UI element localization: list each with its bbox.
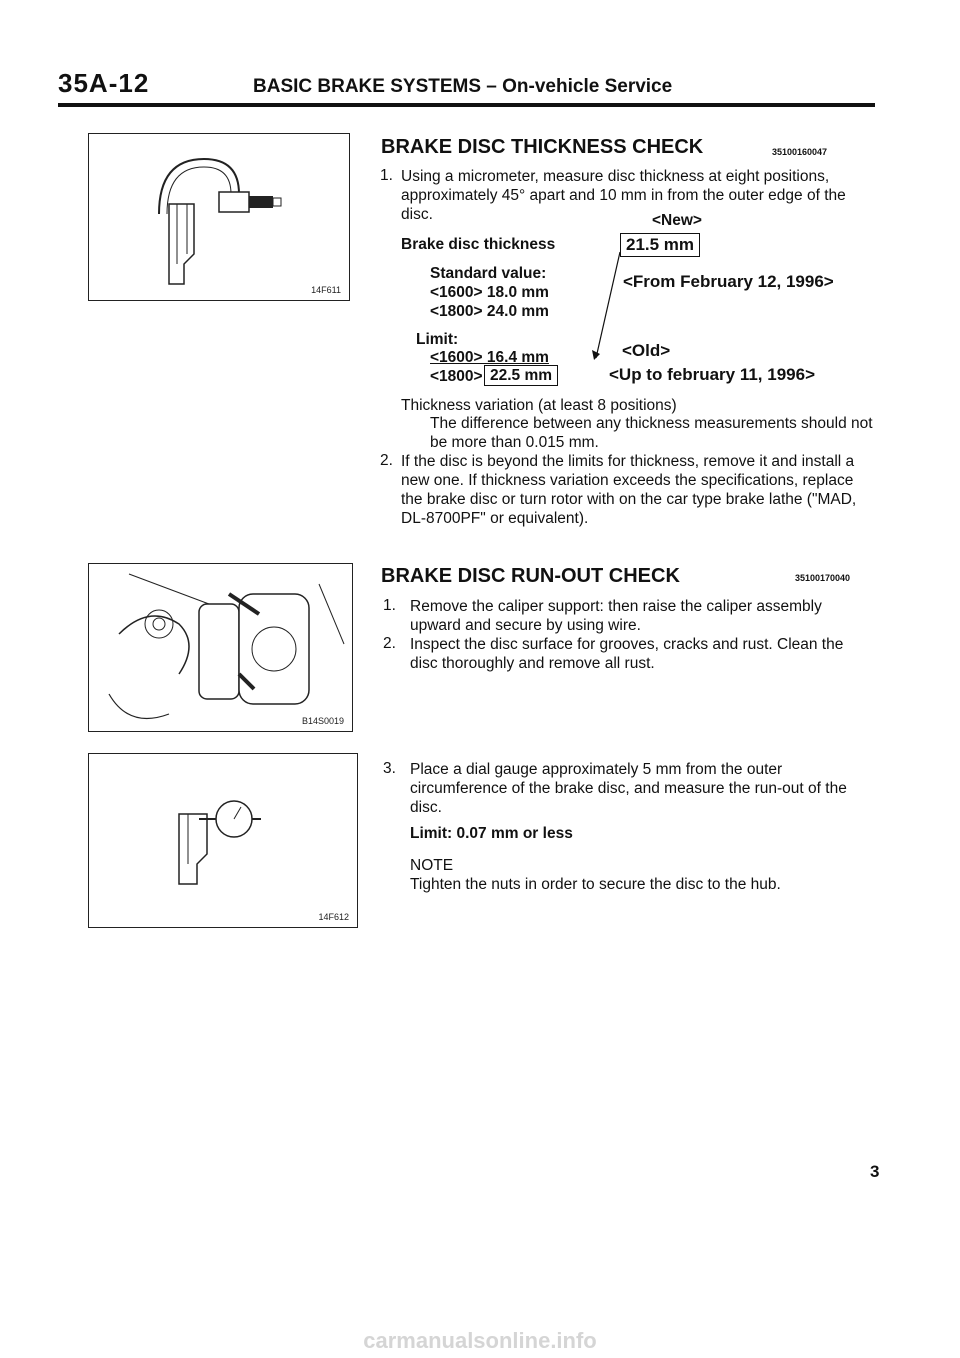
figure-code: 14F611	[311, 285, 341, 295]
old-date: <Up to february 11, 1996>	[609, 365, 815, 384]
runout-step3: Place a dial gauge approximately 5 mm from the outer circumference of the brake disc, and measure the run-out of the disc.	[410, 761, 847, 816]
thickness-step1: Using a micrometer, measure disc thickness at eight positions, approximately 45° apart and 10 mm in from the outer edge of the disc.	[401, 168, 846, 223]
figure-dial-gauge	[88, 753, 358, 928]
figure-code: B14S0019	[301, 716, 344, 726]
standard-1600: <1600> 18.0 mm	[430, 284, 549, 301]
limit-label: Limit:	[416, 331, 459, 348]
page-number: 3	[870, 1162, 880, 1181]
limit-1800-prefix: <1800>	[430, 368, 483, 385]
figure-code: 14F612	[318, 912, 349, 922]
step-number: 1.	[383, 597, 396, 614]
variation-text: The difference between any thickness measurements should not be more than 0.015 mm.	[430, 415, 873, 451]
runout-step2: Inspect the disc surface for grooves, cracks and rust. Clean the disc thoroughly and remove all rust.	[410, 636, 844, 672]
new-date: <From February 12, 1996>	[623, 272, 834, 291]
step-number: 2.	[380, 452, 393, 469]
page-title: BASIC BRAKE SYSTEMS – On-vehicle Service	[253, 76, 673, 97]
runout-step1: Remove the caliper support: then raise the caliper assembly upward and secure by using wire.	[410, 598, 822, 634]
new-tag: <New>	[652, 212, 702, 229]
runout-limit: Limit: 0.07 mm or less	[410, 825, 573, 842]
runout-section-title: BRAKE DISC RUN-OUT CHECK	[381, 565, 680, 587]
variation-title: Thickness variation (at least 8 positions)	[401, 397, 677, 414]
new-value: 21.5 mm	[620, 233, 700, 257]
limit-1800-value: 22.5 mm	[484, 365, 558, 386]
page-code: 35A-12	[58, 68, 150, 98]
micrometer-illustration	[89, 134, 351, 302]
header-rule	[58, 103, 875, 107]
dial-gauge-illustration	[89, 754, 359, 929]
thickness-section-code: 35100160047	[772, 147, 828, 157]
limit-1600: <1600> 16.4 mm	[430, 349, 549, 366]
standard-1800: <1800> 24.0 mm	[430, 303, 549, 320]
note-label: NOTE	[410, 857, 454, 874]
figure-micrometer	[88, 133, 350, 301]
step-number: 2.	[383, 635, 396, 652]
watermark: carmanualsonline.info	[363, 1328, 597, 1353]
step-number: 1.	[380, 167, 393, 184]
spec-label: Brake disc thickness	[401, 236, 556, 253]
standard-label: Standard value:	[430, 265, 547, 282]
thickness-step2: If the disc is beyond the limits for thickness, remove it and install a new one. If thickness variation exceeds the specifications, replace the brake disc or turn rotor with on the car type brake lathe ("MAD, DL-8700PF" or equivalent).	[401, 453, 857, 527]
caliper-illustration	[89, 564, 354, 733]
figure-caliper	[88, 563, 353, 732]
thickness-section-title: BRAKE DISC THICKNESS CHECK	[381, 136, 704, 158]
note-text: Tighten the nuts in order to secure the disc to the hub.	[410, 876, 781, 893]
step-number: 3.	[383, 760, 396, 777]
old-tag: <Old>	[622, 341, 671, 360]
runout-section-code: 35100170040	[795, 573, 851, 583]
